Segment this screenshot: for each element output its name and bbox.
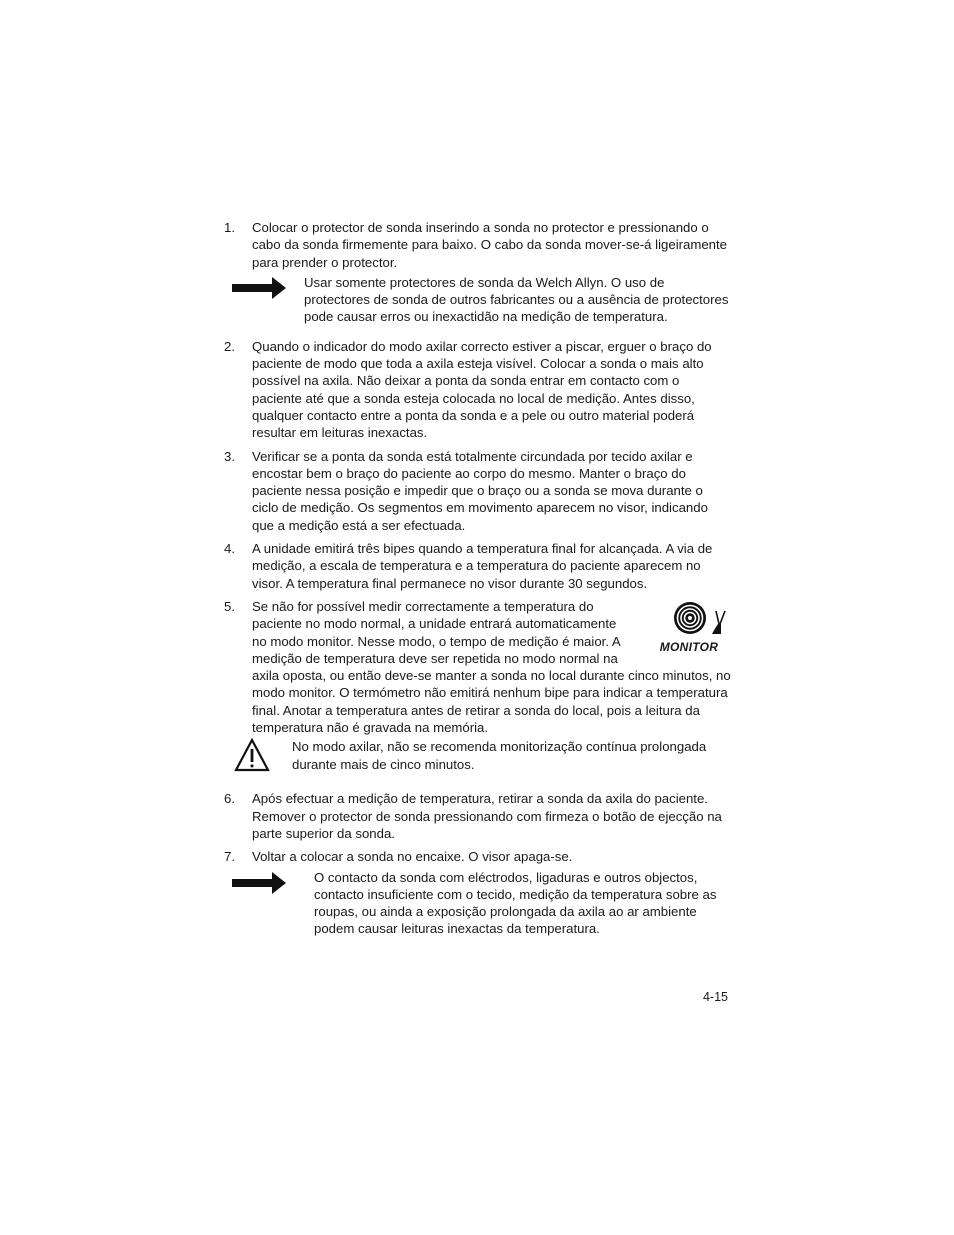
note-text: O contacto da sonda com eléctrodos, ligaduras e outros objectos, contacto insuficiente com o tecido, medição da temperatura sobre as roupas, ou ainda a exposição prolongada da axila ao ar ambiente podem causar leituras inexactas da temperatura. [314,869,717,937]
monitor-mode-graphic [648,600,730,656]
warning-axillary-monitoring [222,738,732,778]
note-text: Usar somente protectores de sonda da Welch Allyn. O uso de protectores de sonda de outros fabricantes ou a ausência de protectores pode causar erros ou inexactidão na medição de temperatura. [304,274,729,325]
list-item-3 [222,448,732,534]
item-text: Colocar o protector de sonda inserindo a sonda no protector e pressionando o cabo da sonda firmemente para baixo. O cabo da sonda mover-se-á ligeiramente para prender o protector. [252,220,728,270]
snail-icon [648,600,730,638]
item-text: Voltar a colocar a sonda no encaixe. O visor apaga-se. [252,849,573,865]
arrow-right-icon [232,275,288,301]
list-item-7 [222,848,732,865]
page-number: 4-15 [702,990,728,1004]
item-number: 7. [224,849,235,865]
warning-triangle-icon [234,738,270,772]
item-number: 1. [224,220,235,235]
item-text: Quando o indicador do modo axilar correcto estiver a piscar, erguer o braço do paciente de modo que toda a axila esteja visível. Colocar a sonda o mais alto possível na axila. Não deixar a ponta da sonda entrar em contacto com o paciente até que a sonda esteja colocada no local de medição. Antes disso, qualquer contacto entre a ponta da sonda e a pele ou outro material poderá resultar em leituras inexactas. [252,338,712,441]
note-probe-covers [222,274,732,326]
page-content [222,219,732,950]
list-item-5 [222,598,732,736]
item-text: Verificar se a ponta da sonda está totalmente circundada por tecido axilar e encostar bem o braço do paciente ao corpo do mesmo. Manter o braço do paciente nessa posição e impedir que o braço ou a sonda se mova durante o ciclo de medição. Os segmentos em movimento aparecem no visor, indicando que a medição está a ser efectuada. [252,448,708,533]
monitor-label: MONITOR [659,639,719,654]
item-text: Se não for possível medir correctamente a temperatura do paciente no modo normal, a unidade entrará automaticamente no modo monitor. Nesse modo, o tempo de medição é maior. A medição de temperatura deve ser repetida no modo normal na axila oposta, ou então deve-se manter a sonda no local durante cinco minutos, no modo monitor. O termómetro não emitirá nenhum bipe para indicar a temperatura final. Anotar a temperatura antes de retirar a sonda do local, pois a leitura da temperatura não é gravada na memória. [252,598,731,736]
item-number: 6. [224,791,235,807]
arrow-right-icon [232,870,288,896]
list-item-1 [222,219,732,271]
item-number: 4. [224,541,235,557]
item-number: 3. [224,448,235,464]
list-item-6 [222,790,732,842]
item-number: 2. [224,338,235,354]
item-number: 5. [224,598,235,614]
list-item-2 [222,338,732,442]
warning-text: No modo axilar, não se recomenda monitorização contínua prolongada durante mais de cinco minutos. [292,739,707,772]
list-item-4 [222,540,732,592]
note-contact-errors [222,869,732,938]
item-text: Após efectuar a medição de temperatura, retirar a sonda da axila do paciente. Remover o protector de sonda pressionando com firmeza o botão de ejecção na parte superior da sonda. [252,791,722,841]
item-text: A unidade emitirá três bipes quando a temperatura final for alcançada. A via de medição, a escala de temperatura e a temperatura do paciente aparecem no visor. A temperatura final permanece no visor durante 30 segundos. [252,541,713,591]
